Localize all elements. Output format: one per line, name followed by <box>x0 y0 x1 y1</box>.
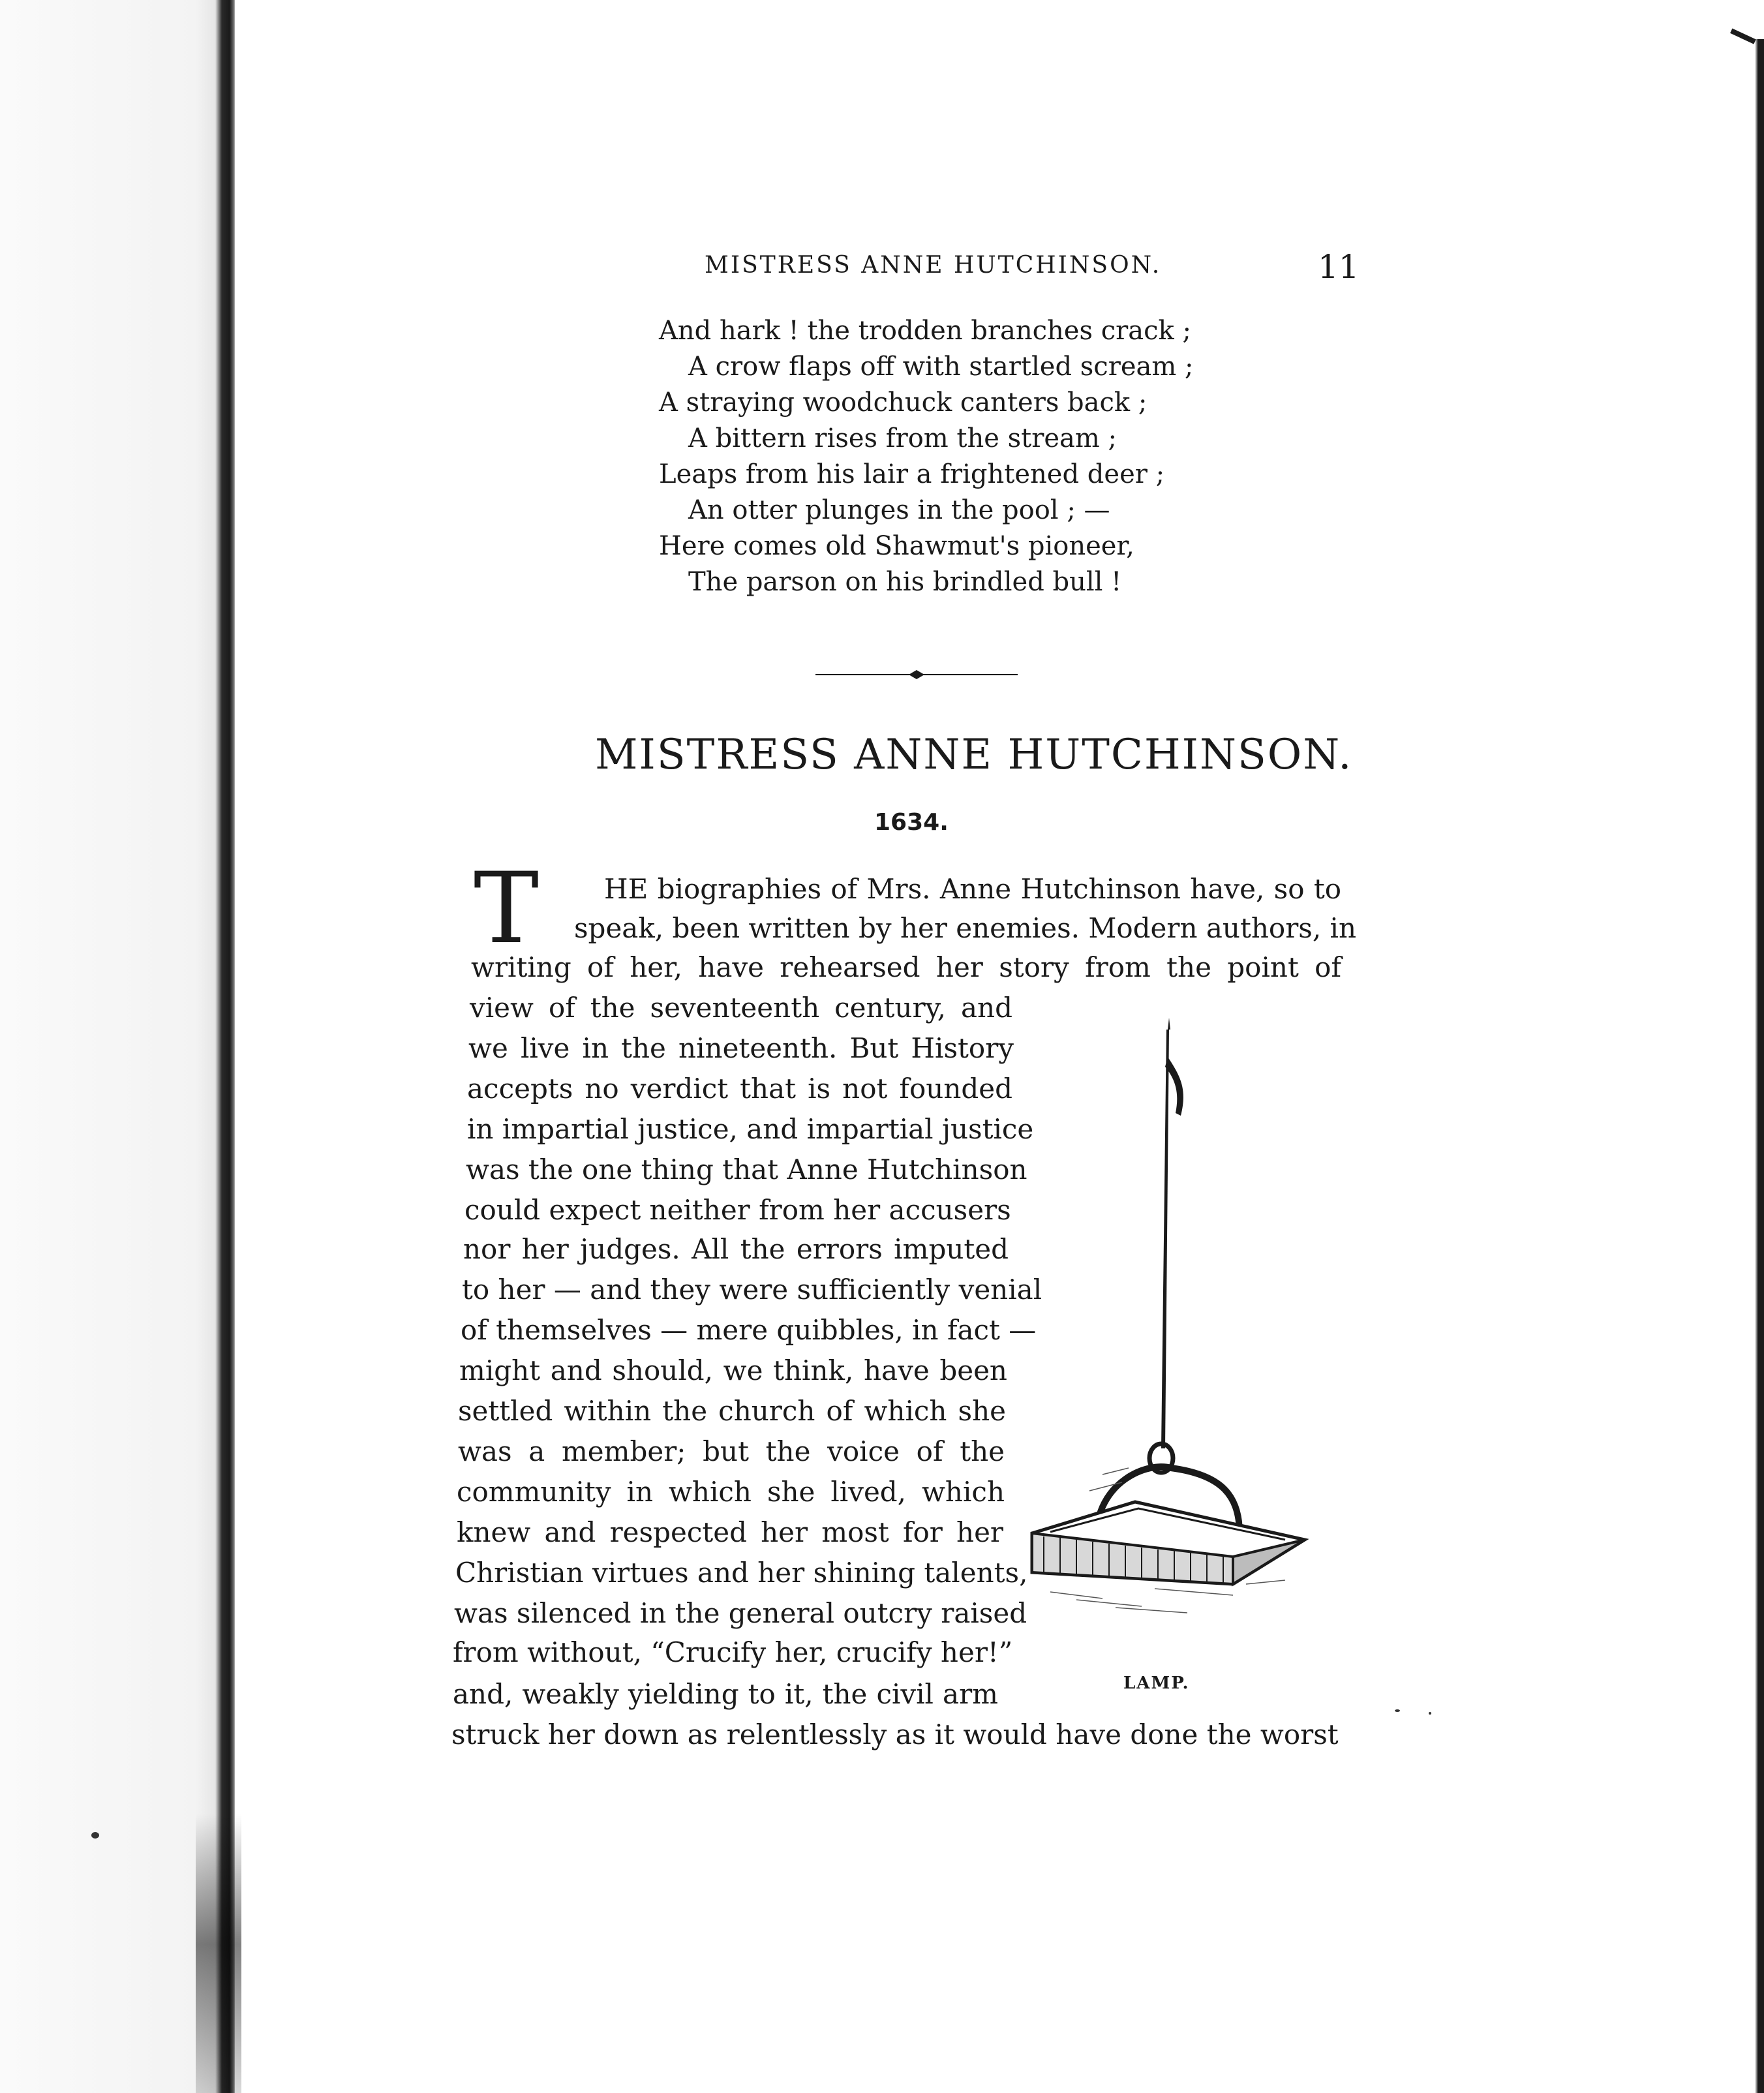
text-line: settled within the church of which she <box>458 1395 1006 1427</box>
page-number: 11 <box>1318 248 1360 286</box>
text-line: knew and respected her most for her <box>457 1516 1003 1548</box>
binding-shadow <box>196 1814 241 2093</box>
text-line: might and should, we think, have been <box>459 1354 1007 1386</box>
poem-line: Leaps from his lair a frightened deer ; <box>659 459 1165 489</box>
page-edge-corner <box>1730 28 1756 44</box>
text-line: struck her down as relentlessly as it would have done the worst <box>451 1719 1339 1750</box>
text-line: speak, been written by her enemies. Modern authors, in <box>574 912 1357 944</box>
text-line: we live in the nineteenth. But History <box>468 1032 1014 1064</box>
chapter-date: 1634. <box>874 809 949 836</box>
scan-speck <box>91 1832 99 1839</box>
poem-stanza <box>659 313 1193 600</box>
drop-cap: T <box>474 852 540 966</box>
poem-line: And hark ! the trodden branches crack ; <box>659 316 1191 346</box>
poem-line: A crow flaps off with startled scream ; <box>688 352 1194 382</box>
section-divider-ornament <box>815 662 1018 688</box>
running-title: MISTRESS ANNE HUTCHINSON. <box>705 252 1162 279</box>
poem-line: Here comes old Shawmut's pioneer, <box>659 531 1134 561</box>
poem-line: An otter plunges in the pool ; — <box>688 495 1110 525</box>
text-line: Christian virtues and her shining talents, <box>455 1557 1028 1589</box>
figure-caption: LAMP. <box>1123 1673 1190 1693</box>
binding-gutter <box>0 0 235 2093</box>
chapter-title: MISTRESS ANNE HUTCHINSON. <box>595 731 1353 779</box>
text-line: community in which she lived, which <box>457 1476 1005 1508</box>
poem-line: The parson on his brindled bull ! <box>688 567 1122 597</box>
text-line: in impartial justice, and impartial justice <box>467 1113 1034 1145</box>
text-line: writing of her, have rehearsed her story from the point of <box>471 951 1341 983</box>
text-line: could expect neither from her accusers <box>464 1194 1011 1226</box>
scan-speck <box>1429 1712 1431 1715</box>
text-line: and, weakly yielding to it, the civil arm <box>453 1678 998 1710</box>
text-line: view of the seventeenth century, and <box>470 992 1012 1024</box>
text-line: accepts no verdict that is not founded <box>467 1073 1012 1105</box>
text-line: was the one thing that Anne Hutchinson <box>466 1153 1027 1185</box>
lamp-illustration <box>1024 1018 1331 1644</box>
text-line: from without, “Crucify her, crucify her!” <box>453 1636 1013 1668</box>
poem-line: A straying woodchuck canters back ; <box>659 388 1148 418</box>
scan-speck <box>1395 1709 1400 1712</box>
text-line: was silenced in the general outcry raised <box>454 1597 1027 1629</box>
text-line: of themselves — mere quibbles, in fact — <box>461 1314 1037 1346</box>
page-edge <box>1755 39 1764 2093</box>
text-line: to her — and they were sufficiently venial <box>462 1274 1042 1306</box>
poem-line: A bittern rises from the stream ; <box>688 423 1118 453</box>
text-line: nor her judges. All the errors imputed <box>463 1233 1009 1265</box>
text-line: HE biographies of Mrs. Anne Hutchinson have, so to <box>604 873 1341 905</box>
text-line: was a member; but the voice of the <box>458 1435 1005 1467</box>
lamp-rod <box>1161 1030 1169 1448</box>
